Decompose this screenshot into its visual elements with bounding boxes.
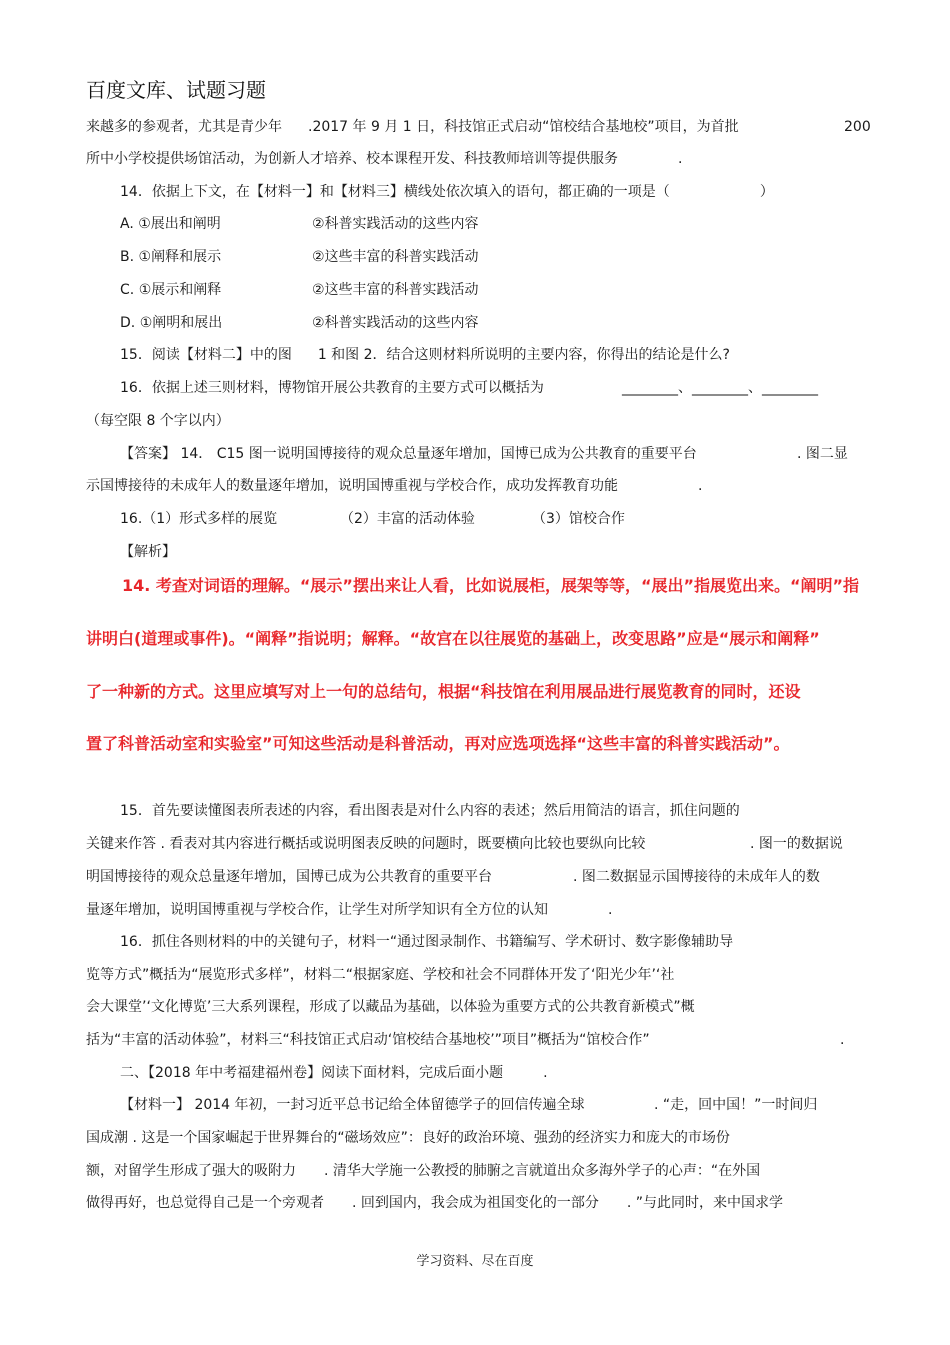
material-1-line-1-tail: . “走，回中国！”一时间归 [654, 1097, 818, 1113]
option-a [120, 215, 221, 233]
option-part-1: ①展示和阐释 [138, 282, 222, 298]
option-part-1: ①展出和阐明 [138, 216, 221, 232]
analysis-15-line-3-tail: . 图二数据显示国博接待的未成年人的数 [573, 869, 820, 885]
question-15-text: 15．阅读【材料二】中的图 [120, 347, 292, 363]
answer-line-1-tail: . 图二显 [797, 446, 848, 462]
answer-period: . [698, 478, 703, 494]
section-2-heading [120, 1064, 548, 1082]
answer-line-1: 【答案】 14． C15 图一说明国博接待的观众总量逐年增加，国博已成为公共教育的重要平台 [120, 446, 697, 462]
analysis-15-line-1: 15．首先要读懂图表所表述的内容，看出图表是对什么内容的表述；然后用简洁的语言，抓住问题的 [120, 803, 740, 819]
analysis-text: 量逐年增加，说明国博重视与学校合作，让学生对所学知识有全方位的认知 [86, 902, 548, 918]
analysis-red-line-1: 14. 考查对词语的理解。“展示”摆出来让人看，比如说展柜，展架等等，“展出”指展览出来。“阐明”指 [122, 576, 860, 595]
option-letter: B. [120, 249, 135, 265]
material-1-line-1: 【材料一】 2014 年初，一封习近平总书记给全体留德学子的回信传遍全球 [120, 1097, 585, 1113]
answer-16-item-1: 16.（1）形式多样的展览 [120, 511, 278, 527]
intro-line-1 [86, 118, 739, 136]
intro-line-2 [86, 150, 682, 168]
question-15-text: 1 和图 2．结合这则材料所说明的主要内容，你得出的结论是什么? [317, 347, 730, 363]
intro-text: 所中小学校提供场馆活动，为创新人才培养、校本课程开发、科技教师培训等提供服务 [86, 151, 618, 167]
analysis-16-line-4: 括为“丰富的活动体验”，材料三“科技馆正式启动‘馆校结合基地校’”项目”概括为“馆校合作” [86, 1032, 650, 1048]
option-part-1: ①阐释和展示 [138, 249, 222, 265]
page-footer: 学习资料、尽在百度 [416, 1254, 534, 1269]
intro-text: 来越多的参观者，尤其是青少年 [86, 119, 282, 135]
analysis-period: . [608, 902, 613, 918]
material-text: 做得再好，也总觉得自己是一个旁观者 [86, 1195, 324, 1211]
question-14-stem [120, 183, 774, 201]
analysis-16-line-1: 16．抓住各则材料的中的关键句子，材料一“通过图录制作、书籍编写、学术研讨、数字影像辅助导 [120, 934, 734, 950]
option-letter: D. [120, 315, 136, 331]
answer-16-item-3: （3）馆校合作 [532, 511, 625, 527]
option-b [120, 248, 221, 266]
analysis-15-line-4 [86, 901, 612, 919]
analysis-15-line-2: 关键来作答 . 看表对其内容进行概括或说明图表反映的问题时，既要横向比较也要纵向比较 [86, 836, 646, 852]
question-15 [120, 346, 730, 364]
section-2-text: 二、【2018 年中考福建福州卷】阅读下面材料，完成后面小题 [120, 1065, 504, 1081]
option-c-part-2: ②这些丰富的科普实践活动 [312, 282, 479, 298]
option-part-1: ①阐明和展出 [139, 315, 223, 331]
intro-text: .2017 年 9 月 1 日，科技馆正式启动“馆校结合基地校”项目，为首批 [308, 119, 739, 135]
material-text: . ”与此同时，来中国求学 [626, 1195, 784, 1211]
material-text: . 回到国内，我会成为祖国变化的一部分 [352, 1195, 599, 1211]
option-d-part-2: ②科普实践活动的这些内容 [312, 315, 479, 331]
analysis-15-line-2-tail: . 图一的数据说 [750, 836, 843, 852]
question-16: 16．依据上述三则材料，博物馆开展公共教育的主要方式可以概括为 [120, 380, 544, 396]
question-14-text: 14．依据上下文，在【材料一】和【材料三】横线处依次填入的语句，都正确的一项是（ [120, 184, 670, 200]
option-c [120, 281, 221, 299]
analysis-red-line-2: 讲明白(道理或事件)。“阐释”指说明；解释。“故宫在以往展览的基础上，改变思路”应是“展示和阐释” [86, 629, 820, 648]
material-text: . 清华大学施一公教授的肺腑之言就道出众多海外学子的心声：“在外国 [324, 1163, 761, 1179]
analysis-label: 【解析】 [120, 544, 176, 560]
material-1-line-2: 国成潮 . 这是一个国家崛起于世界舞台的“磁场效应”：良好的政治环境、强劲的经济实力和庞大的市场份 [86, 1130, 730, 1146]
section-2-period: . [543, 1065, 548, 1081]
option-letter: C. [120, 282, 135, 298]
analysis-red-line-3: 了一种新的方式。这里应填写对上一句的总结句，根据“科技馆在利用展品进行展览教育的同时，还设 [86, 682, 801, 701]
analysis-16-line-4-tail: . [840, 1032, 845, 1048]
answer-blanks: ________、________、________ [622, 380, 818, 396]
option-b-part-2: ②这些丰富的科普实践活动 [312, 249, 479, 265]
page-header-title: 百度文库、试题习题 [86, 78, 266, 102]
analysis-15-line-3: 明国博接待的观众总量逐年增加，国博已成为公共教育的重要平台 [86, 869, 492, 885]
question-14-paren: ） [759, 184, 774, 200]
analysis-16-line-3: 会大课堂’‘文化博览’三大系列课程，形成了以藏品为基础，以体验为重要方式的公共教育新模式”概 [86, 999, 695, 1015]
option-d [120, 314, 222, 332]
intro-period: . [678, 151, 683, 167]
answer-line-2 [86, 477, 702, 495]
question-16-note: （每空限 8 个字以内） [86, 413, 230, 429]
analysis-red-line-4: 置了科普活动室和实验室”可知这些活动是科普活动，再对应选项选择“这些丰富的科普实践活动”。 [86, 734, 790, 753]
answer-text: 示国博接待的未成年人的数量逐年增加，说明国博重视与学校合作，成功发挥教育功能 [86, 478, 618, 494]
material-1-line-4 [86, 1194, 783, 1212]
option-letter: A. [120, 216, 134, 232]
analysis-16-line-2: 览等方式”概括为“展览形式多样”，材料二“根据家庭、学校和社会不同群体开发了‘阳光少年’‘社 [86, 967, 675, 983]
intro-number: 200 [844, 119, 871, 135]
material-1-line-3 [86, 1162, 760, 1180]
option-a-part-2: ②科普实践活动的这些内容 [312, 216, 479, 232]
answer-16-item-2: （2）丰富的活动体验 [340, 511, 475, 527]
material-text: 额，对留学生形成了强大的吸附力 [86, 1163, 296, 1179]
